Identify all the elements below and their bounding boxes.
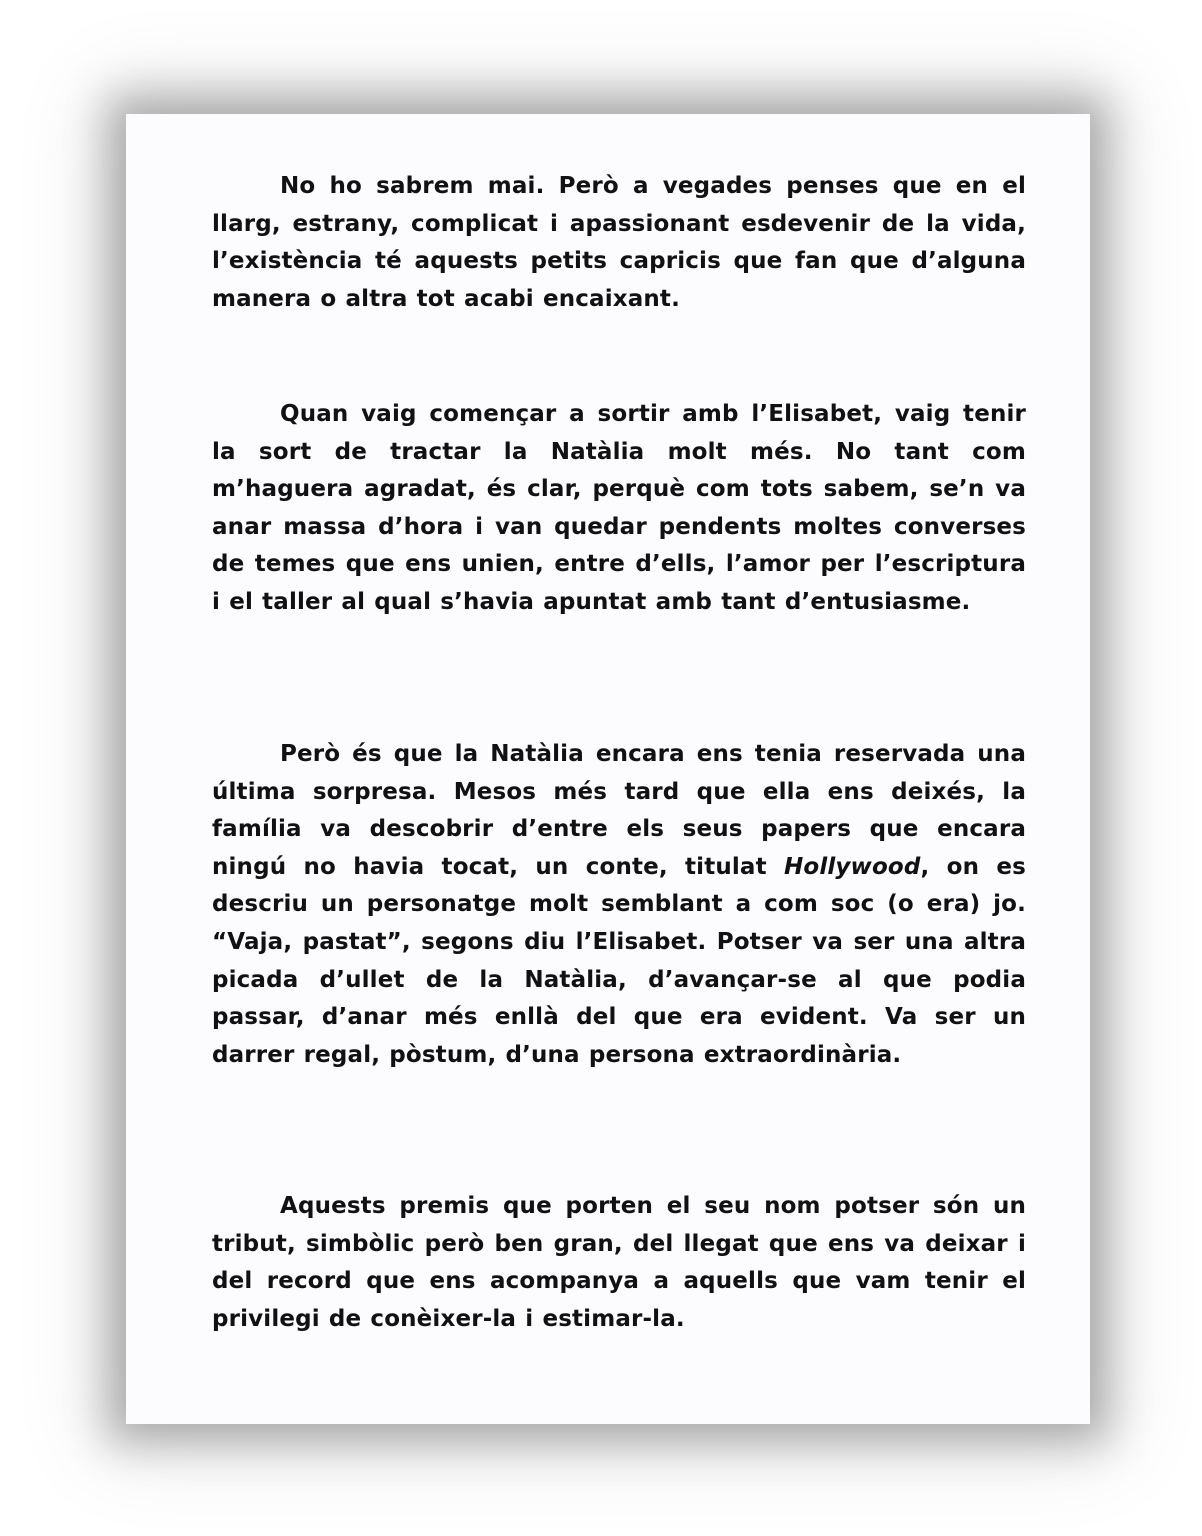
paragraph-1-text: No ho sabrem mai. Però a vegades penses que en el llarg, estrany, complicat i apassionant esdevenir de la vida, l’existència té aquests petits capricis que fan que d’alguna manera o altra tot acabi encaixant. xyxy=(212,173,1026,312)
paragraph-4 xyxy=(212,1188,1026,1338)
document-page xyxy=(126,114,1090,1424)
paragraph-2-text: Quan vaig començar a sortir amb l’Elisabet, vaig tenir la sort de tractar la Natàlia molt més. No tant com m’haguera agradat, és clar, perquè com tots sabem, se’n va anar massa d’hora i van quedar pendents moltes converses de temes que ens unien, entre d’ells, l’amor per l’escriptura i el taller al qual s’havia apuntat amb tant d’entusiasme. xyxy=(212,401,1026,615)
paragraph-1 xyxy=(212,168,1026,318)
paragraph-4-text: Aquests premis que porten el seu nom potser són un tribut, simbòlic però ben gran, del llegat que ens va deixar i del record que ens acompanya a aquells que vam tenir el privilegi de conèixer-la i estimar-la. xyxy=(212,1193,1026,1332)
paragraph-3 xyxy=(212,736,1026,1074)
story-title: Hollywood xyxy=(784,853,921,880)
paragraph-2 xyxy=(212,396,1026,622)
paragraph-3-text-before: Però és que la Natàlia encara ens tenia reservada una última sorpresa. Mesos més tard que ella ens deixés, la família va descobrir d’entre els seus papers que encara ningú no havia tocat, un conte, titulat xyxy=(212,741,1026,880)
paragraph-3-text-after: , on es descriu un personatge molt semblant a com soc (o era) jo. “Vaja, pastat”, segons diu l’Elisabet. Potser va ser una altra picada d’ullet de la Natàlia, d’avançar-se al que podia passar, d’anar més enllà del que era evident. Va ser un darrer regal, pòstum, d’una persona extraordinària. xyxy=(212,853,1026,1068)
